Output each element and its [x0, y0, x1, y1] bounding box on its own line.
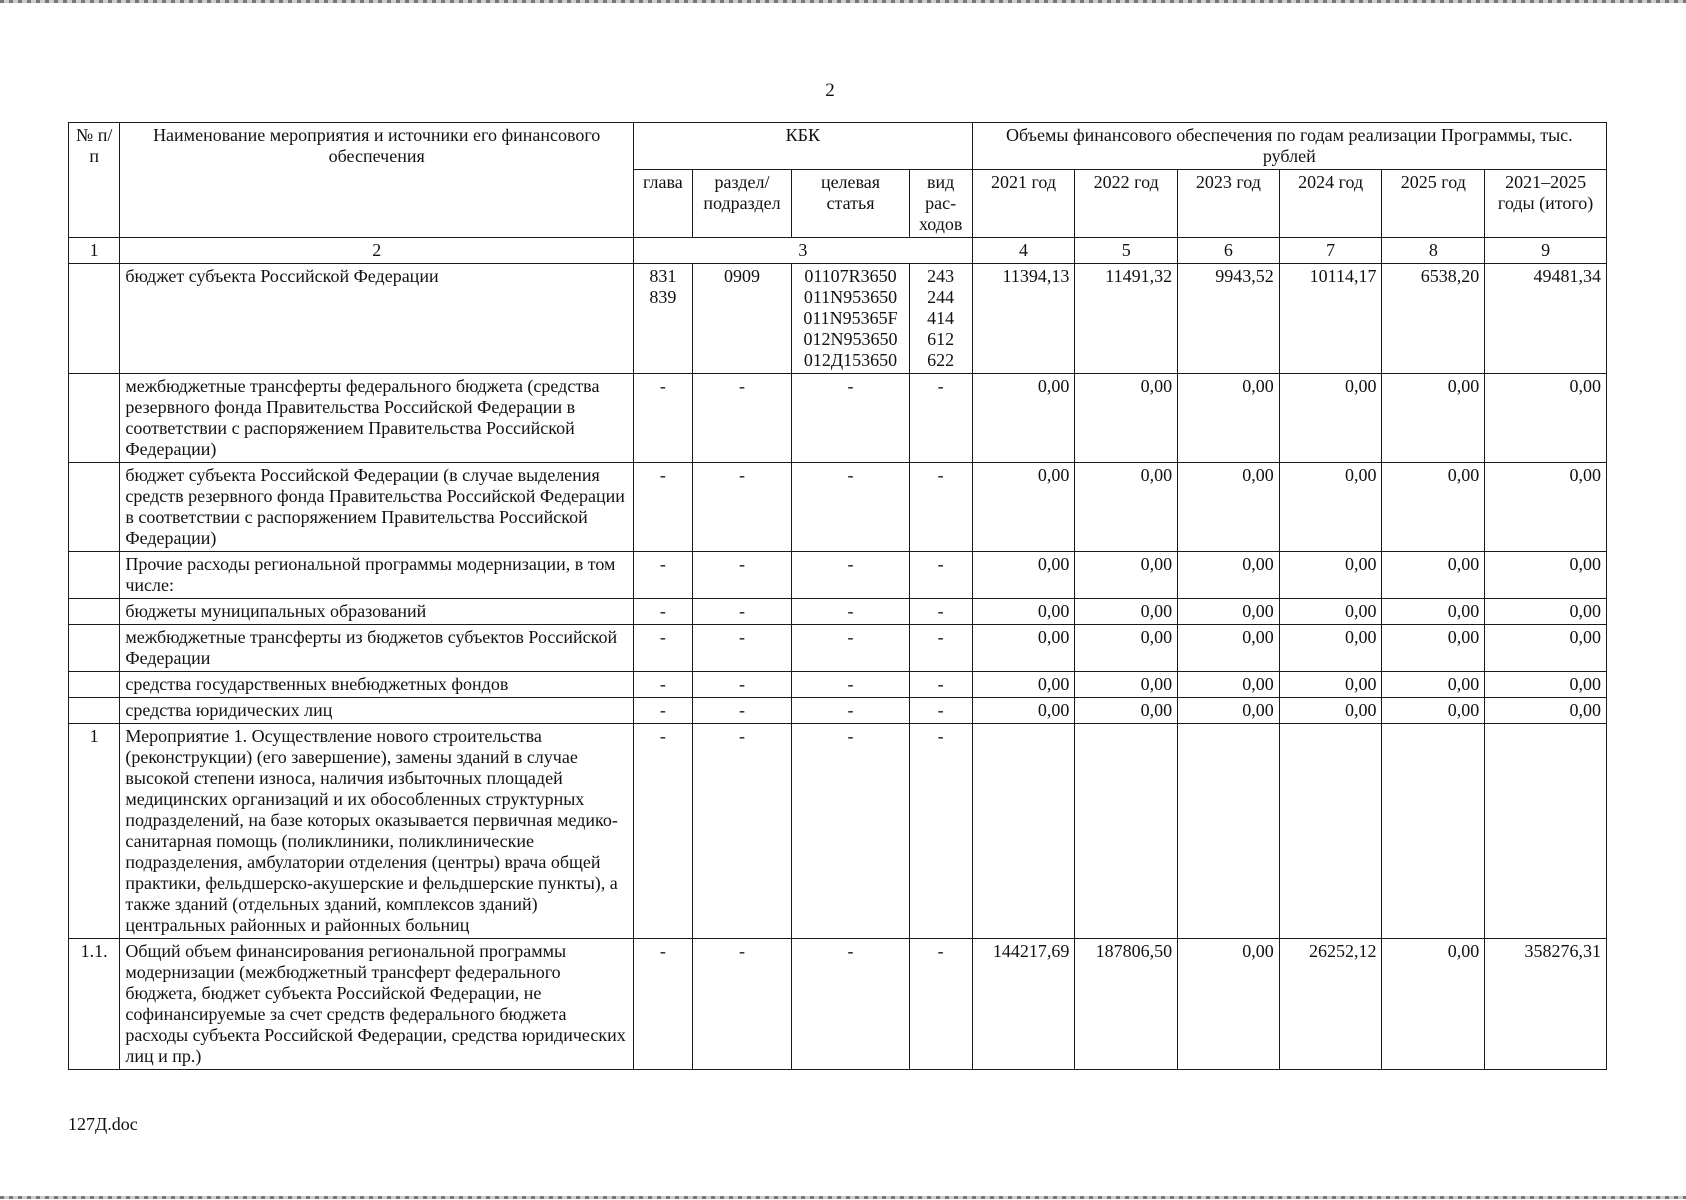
value-2021	[972, 724, 1075, 939]
kbk-glava	[634, 724, 693, 939]
row-number	[69, 599, 120, 625]
value-2025: 0,00	[1382, 939, 1485, 1070]
row-name: бюджеты муниципальных образований	[120, 599, 634, 625]
kbk-glava-line: -	[659, 627, 666, 647]
table-row	[69, 672, 1607, 698]
kbk-vid-line: 612	[927, 329, 955, 349]
value-2023: 9943,52	[1178, 264, 1280, 374]
table-row	[69, 698, 1607, 724]
kbk-razdel	[692, 374, 792, 463]
value-2024: 0,00	[1279, 698, 1382, 724]
kbk-vid	[909, 625, 972, 672]
value-2021: 0,00	[972, 672, 1075, 698]
kbk-razdel-line: -	[739, 465, 745, 485]
kbk-glava	[634, 939, 693, 1070]
value-2023: 0,00	[1178, 599, 1280, 625]
page-number: 2	[825, 80, 835, 101]
colnum: 5	[1075, 238, 1178, 264]
value-2023: 0,00	[1178, 374, 1280, 463]
kbk-razdel	[692, 724, 792, 939]
value-2022: 0,00	[1075, 672, 1178, 698]
value-2025: 6538,20	[1382, 264, 1485, 374]
header-2021: 2021 год	[972, 170, 1075, 238]
kbk-razdel-line: -	[739, 674, 745, 694]
value-2023: 0,00	[1178, 672, 1280, 698]
kbk-razdel-line: -	[739, 700, 745, 720]
value-2022: 0,00	[1075, 625, 1178, 672]
kbk-glava	[634, 599, 693, 625]
row-number	[69, 625, 120, 672]
kbk-vid	[909, 374, 972, 463]
header-num: № п/п	[69, 123, 120, 238]
kbk-razdel-line: 0909	[724, 266, 760, 286]
kbk-glava-line: -	[659, 554, 666, 574]
colnum: 3	[634, 238, 973, 264]
kbk-vid	[909, 672, 972, 698]
kbk-razdel	[692, 552, 792, 599]
header-tselevaya: целевая статья	[792, 170, 909, 238]
kbk-vid-line: -	[937, 627, 944, 647]
value-2025: 0,00	[1382, 672, 1485, 698]
header-total: 2021–2025 годы (итого)	[1485, 170, 1607, 238]
table-row	[69, 552, 1607, 599]
value-2023: 0,00	[1178, 552, 1280, 599]
header-kbk: КБК	[634, 123, 973, 170]
kbk-tselevaya	[792, 625, 909, 672]
colnum: 7	[1279, 238, 1382, 264]
value-total	[1485, 724, 1607, 939]
colnum: 2	[120, 238, 634, 264]
kbk-vid-line: 414	[927, 308, 955, 328]
row-name: Прочие расходы региональной программы модернизации, в том числе:	[120, 552, 634, 599]
value-2021: 0,00	[972, 625, 1075, 672]
kbk-tselevaya	[792, 672, 909, 698]
file-name-footer: 127Д.doc	[68, 1114, 138, 1134]
value-2023: 0,00	[1178, 625, 1280, 672]
kbk-glava-line: -	[659, 726, 666, 746]
value-total: 49481,34	[1485, 264, 1607, 374]
value-2022: 0,00	[1075, 599, 1178, 625]
kbk-razdel-line: -	[739, 726, 745, 746]
value-2023: 0,00	[1178, 698, 1280, 724]
kbk-razdel	[692, 599, 792, 625]
value-2024: 0,00	[1279, 374, 1382, 463]
value-2021: 144217,69	[972, 939, 1075, 1070]
scan-edge-top	[0, 0, 1686, 3]
row-number	[69, 552, 120, 599]
row-number: 1.1.	[69, 939, 120, 1070]
value-2025: 0,00	[1382, 463, 1485, 552]
kbk-razdel-line: -	[739, 601, 745, 621]
header-volumes: Объемы финансового обеспечения по годам реализации Программы, тыс. рублей	[972, 123, 1606, 170]
value-2022: 187806,50	[1075, 939, 1178, 1070]
value-2024: 26252,12	[1279, 939, 1382, 1070]
table-row	[69, 625, 1607, 672]
value-total: 0,00	[1485, 698, 1607, 724]
kbk-razdel	[692, 625, 792, 672]
kbk-tselevaya	[792, 599, 909, 625]
kbk-tselevaya-line: 011N95365F	[803, 308, 898, 328]
table-row	[69, 939, 1607, 1070]
row-number	[69, 463, 120, 552]
row-name: средства государственных внебюджетных фондов	[120, 672, 634, 698]
header-glava: глава	[634, 170, 693, 238]
value-2024: 0,00	[1279, 672, 1382, 698]
kbk-razdel	[692, 939, 792, 1070]
row-name: средства юридических лиц	[120, 698, 634, 724]
kbk-glava	[634, 552, 693, 599]
value-2025: 0,00	[1382, 698, 1485, 724]
header-2025: 2025 год	[1382, 170, 1485, 238]
header-2023: 2023 год	[1178, 170, 1280, 238]
value-total: 358276,31	[1485, 939, 1607, 1070]
value-2021: 0,00	[972, 599, 1075, 625]
colnum: 4	[972, 238, 1075, 264]
kbk-vid-line: 243	[927, 266, 955, 286]
kbk-vid	[909, 264, 972, 374]
row-name: бюджет субъекта Российской Федерации	[120, 264, 634, 374]
value-2025: 0,00	[1382, 552, 1485, 599]
value-total: 0,00	[1485, 599, 1607, 625]
value-total: 0,00	[1485, 672, 1607, 698]
kbk-vid-line: -	[937, 674, 944, 694]
value-2024: 0,00	[1279, 552, 1382, 599]
value-2021: 0,00	[972, 698, 1075, 724]
kbk-vid-line: -	[937, 554, 944, 574]
value-2022: 11491,32	[1075, 264, 1178, 374]
kbk-vid-line: -	[937, 726, 944, 746]
kbk-vid-line: -	[937, 376, 944, 396]
value-2024	[1279, 724, 1382, 939]
colnum: 1	[69, 238, 120, 264]
kbk-tselevaya-line: 012Д153650	[803, 350, 898, 370]
kbk-razdel-line: -	[739, 627, 745, 647]
table-row	[69, 724, 1607, 939]
kbk-razdel-line: -	[739, 554, 745, 574]
kbk-tselevaya-line: 012N953650	[803, 329, 898, 349]
kbk-tselevaya-line: 01107R3650	[804, 266, 897, 286]
kbk-vid	[909, 724, 972, 939]
kbk-vid-line: -	[937, 700, 944, 720]
header-name: Наименование мероприятия и источники его финансового обеспечения	[120, 123, 634, 238]
table-row	[69, 374, 1607, 463]
kbk-tselevaya-line: -	[847, 674, 854, 694]
kbk-vid	[909, 599, 972, 625]
value-2024: 0,00	[1279, 625, 1382, 672]
kbk-vid	[909, 552, 972, 599]
value-2024: 0,00	[1279, 599, 1382, 625]
value-2023: 0,00	[1178, 939, 1280, 1070]
row-name: межбюджетные трансферты федерального бюджета (средства резервного фонда Правительства Российской Федерации в соответствии с распоряжением Правительства Российской Федерации)	[120, 374, 634, 463]
table-body	[69, 264, 1607, 1070]
kbk-razdel	[692, 463, 792, 552]
kbk-glava	[634, 625, 693, 672]
kbk-tselevaya	[792, 552, 909, 599]
kbk-vid	[909, 463, 972, 552]
kbk-glava-line: -	[659, 700, 666, 720]
table-row	[69, 599, 1607, 625]
value-2022: 0,00	[1075, 698, 1178, 724]
kbk-glava	[634, 374, 693, 463]
kbk-tselevaya-line: -	[847, 627, 854, 647]
value-2024: 0,00	[1279, 463, 1382, 552]
kbk-razdel-line: -	[739, 941, 745, 961]
kbk-vid-line: 622	[927, 350, 955, 370]
table-row	[69, 463, 1607, 552]
kbk-tselevaya-line: -	[847, 726, 854, 746]
kbk-razdel	[692, 264, 792, 374]
value-2022: 0,00	[1075, 463, 1178, 552]
value-total: 0,00	[1485, 374, 1607, 463]
kbk-vid-line: -	[937, 601, 944, 621]
kbk-tselevaya	[792, 463, 909, 552]
kbk-vid-line: -	[937, 941, 944, 961]
table-row	[69, 264, 1607, 374]
value-2025: 0,00	[1382, 625, 1485, 672]
kbk-glava	[634, 264, 693, 374]
value-2021: 0,00	[972, 463, 1075, 552]
kbk-vid	[909, 939, 972, 1070]
kbk-vid-line: 244	[927, 287, 955, 307]
value-2025: 0,00	[1382, 599, 1485, 625]
kbk-tselevaya	[792, 939, 909, 1070]
row-name: межбюджетные трансферты из бюджетов субъектов Российской Федерации	[120, 625, 634, 672]
header-vid: вид рас-ходов	[909, 170, 972, 238]
header-razdel: раздел/ подраздел	[692, 170, 792, 238]
row-number	[69, 264, 120, 374]
kbk-razdel	[692, 672, 792, 698]
scan-edge-bottom	[0, 1196, 1686, 1199]
kbk-tselevaya-line: -	[847, 700, 854, 720]
kbk-glava	[634, 463, 693, 552]
value-2023	[1178, 724, 1280, 939]
kbk-razdel-line: -	[739, 376, 745, 396]
value-2021: 11394,13	[972, 264, 1075, 374]
kbk-razdel	[692, 698, 792, 724]
value-2022: 0,00	[1075, 374, 1178, 463]
kbk-tselevaya-line: -	[847, 465, 854, 485]
kbk-glava-line: -	[659, 601, 666, 621]
colnum: 8	[1382, 238, 1485, 264]
value-2021: 0,00	[972, 552, 1075, 599]
value-2022	[1075, 724, 1178, 939]
kbk-vid	[909, 698, 972, 724]
kbk-tselevaya-line: -	[847, 376, 854, 396]
financing-table	[68, 122, 1607, 1070]
kbk-vid-line: -	[937, 465, 944, 485]
kbk-tselevaya	[792, 374, 909, 463]
kbk-tselevaya-line: -	[847, 601, 854, 621]
kbk-glava	[634, 698, 693, 724]
value-2021: 0,00	[972, 374, 1075, 463]
row-name: бюджет субъекта Российской Федерации (в случае выделения средств резервного фонда Правительства Российской Федерации в соответствии с распоряжением Правительства Российской Федерации)	[120, 463, 634, 552]
kbk-tselevaya-line: -	[847, 941, 854, 961]
row-name: Мероприятие 1. Осуществление нового строительства (реконструкции) (его завершение), замены зданий в случае высокой степени износа, наличия избыточных площадей медицинских организаций и их обособленных структурных подразделений, на базе которых оказывается первичная медико-санитарная помощь (поликлиники, поликлинические подразделения, амбулатории отделения (центры) врача общей практики, фельдшерско-акушерские и фельдшерские пункты), а также зданий (отдельных зданий, комплексов зданий) центральных районных и районных больниц	[120, 724, 634, 939]
kbk-tselevaya	[792, 698, 909, 724]
value-2025	[1382, 724, 1485, 939]
kbk-tselevaya	[792, 264, 909, 374]
kbk-glava-line: -	[659, 465, 666, 485]
kbk-tselevaya-line: 011N953650	[803, 287, 898, 307]
value-total: 0,00	[1485, 625, 1607, 672]
kbk-glava-line: -	[659, 376, 666, 396]
column-number-row	[69, 238, 1607, 264]
value-2024: 10114,17	[1279, 264, 1382, 374]
value-2023: 0,00	[1178, 463, 1280, 552]
kbk-glava-line: 831	[649, 266, 677, 286]
colnum: 9	[1485, 238, 1607, 264]
kbk-glava-line: -	[659, 674, 666, 694]
value-2025: 0,00	[1382, 374, 1485, 463]
kbk-glava	[634, 672, 693, 698]
value-total: 0,00	[1485, 552, 1607, 599]
header-2024: 2024 год	[1279, 170, 1382, 238]
kbk-glava-line: -	[659, 941, 666, 961]
value-total: 0,00	[1485, 463, 1607, 552]
colnum: 6	[1178, 238, 1280, 264]
kbk-tselevaya	[792, 724, 909, 939]
kbk-glava-line: 839	[649, 287, 677, 307]
row-number: 1	[69, 724, 120, 939]
row-number	[69, 698, 120, 724]
row-name: Общий объем финансирования региональной программы модернизации (межбюджетный трансферт федерального бюджета, бюджет субъекта Российской Федерации, не софинансируемые за счет средств федерального бюджета расходы субъекта Российской Федерации, средства юридических лиц и пр.)	[120, 939, 634, 1070]
header-2022: 2022 год	[1075, 170, 1178, 238]
row-number	[69, 374, 120, 463]
header-row-1	[69, 123, 1607, 170]
row-number	[69, 672, 120, 698]
kbk-tselevaya-line: -	[847, 554, 854, 574]
value-2022: 0,00	[1075, 552, 1178, 599]
